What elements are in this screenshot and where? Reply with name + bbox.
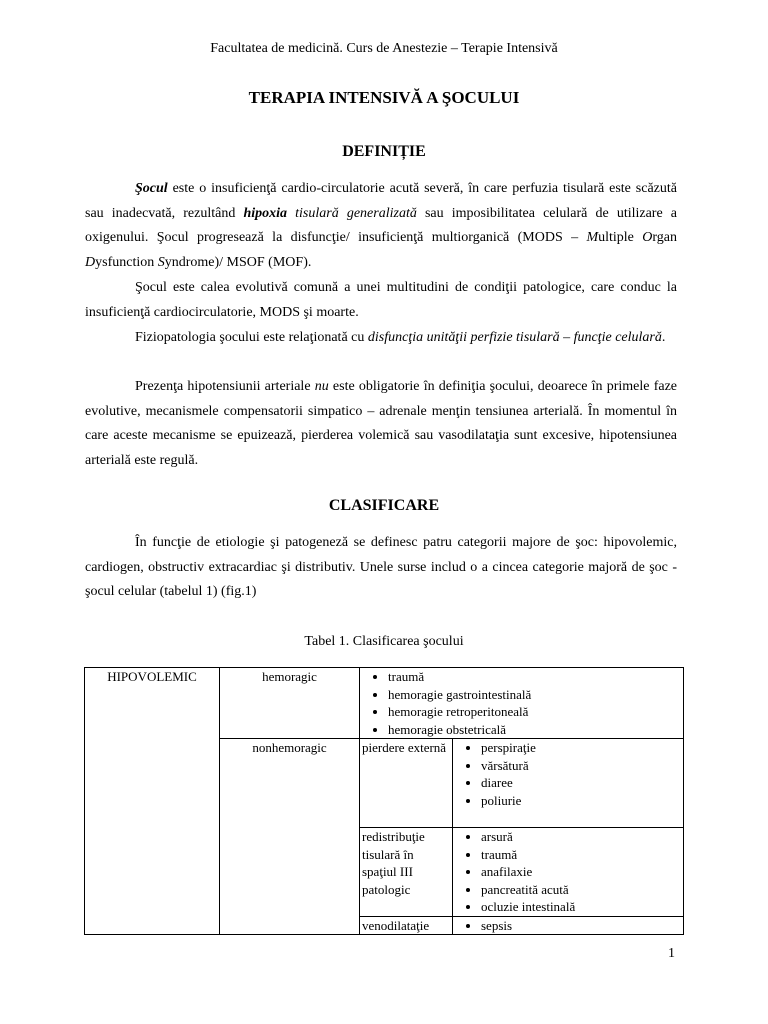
list-item: • anafilaxie bbox=[481, 863, 681, 881]
category-cell: HIPOVOLEMIC bbox=[85, 668, 220, 935]
list-item: • perspiraţie bbox=[481, 739, 681, 757]
list-item: • arsură bbox=[481, 828, 681, 846]
list-item: • ocluzie intestinală bbox=[481, 898, 681, 916]
mechanism-cell: venodilataţie bbox=[360, 916, 453, 935]
paragraph-classification: În funcţie de etiologie şi patogeneză se definesc patru categorii majore de şoc: hipovolemic, cardiogen, obstructiv extracardiac şi distributiv. Unele surse includ o a cincea categorie majoră de şoc - şocul celular (tabelul 1) (fig.1) bbox=[85, 535, 677, 599]
mechanism-cell: redistribuţie tisulară în spaţiul III patologic bbox=[360, 828, 453, 917]
list-item: • hemoragie gastrointestinală bbox=[388, 686, 681, 704]
items-cell bbox=[453, 828, 684, 917]
paragraph-definition: Şocul este o insuficienţă cardio-circulatorie acută severă, în care perfuzia tisulară este scăzută sau inadecvată, rezultând hipoxia tisulară generalizată sau imposibilitatea celulară de utilizare a oxigenului. Şocul progresează la disfuncţie/ insuficienţă multiorganică (MODS – Multiple Organ Dysfunction Syndrome)/ MSOF (MOF). bbox=[85, 181, 678, 270]
subtype-cell: nonhemoragic bbox=[220, 739, 360, 935]
page-number: 1 bbox=[668, 946, 675, 961]
mechanism-cell: pierdere externă bbox=[360, 739, 453, 828]
classification-table bbox=[84, 667, 684, 935]
running-header: Facultatea de medicină. Curs de Anestezie – Terapie Intensivă bbox=[210, 41, 558, 56]
paragraph-hypotension: Prezenţa hipotensiunii arteriale nu este obligatorie în definiţia şocului, deoarece în primele faze evolutive, mecanismele compensatorii simpatico – adrenale menţin tensiunea arterială. În momentul în care aceste mecanisme se epuizează, pierderea volemică sau vasodilataţia sunt excesive, hipotensiunea arterială este regulă. bbox=[85, 379, 677, 468]
list-item: • pancreatită acută bbox=[481, 881, 681, 899]
table-row bbox=[85, 668, 684, 739]
section-heading-definition: DEFINIȚIE bbox=[342, 143, 426, 160]
list-item: • hemoragie obstetricală bbox=[388, 721, 681, 739]
items-cell bbox=[453, 916, 684, 935]
section-heading-classification: CLASIFICARE bbox=[328, 497, 440, 514]
paragraph-pathophysiology: Fiziopatologia şocului este relaţionată cu disfuncţia unităţii perfizie tisulară – funcţie celulară. bbox=[135, 330, 666, 345]
page-title: TERAPIA INTENSIVĂ A ŞOCULUI bbox=[248, 88, 520, 107]
table-caption: Tabel 1. Clasificarea şocului bbox=[304, 634, 464, 649]
subtype-cell: hemoragic bbox=[220, 668, 360, 739]
list-item: • vărsătură bbox=[481, 757, 681, 775]
list-item: • diaree bbox=[481, 774, 681, 792]
items-cell bbox=[360, 668, 684, 739]
list-item: • sepsis bbox=[481, 917, 681, 935]
list-item: • poliurie bbox=[481, 792, 681, 810]
list-item: • traumă bbox=[388, 668, 681, 686]
paragraph-evolution: Şocul este calea evolutivă comună a unei multitudini de condiţii patologice, care conduc la insuficienţă cardiocirculatorie, MODS şi moarte. bbox=[85, 280, 677, 320]
list-item: • traumă bbox=[481, 846, 681, 864]
items-cell bbox=[453, 739, 684, 828]
list-item: • hemoragie retroperitoneală bbox=[388, 703, 681, 721]
